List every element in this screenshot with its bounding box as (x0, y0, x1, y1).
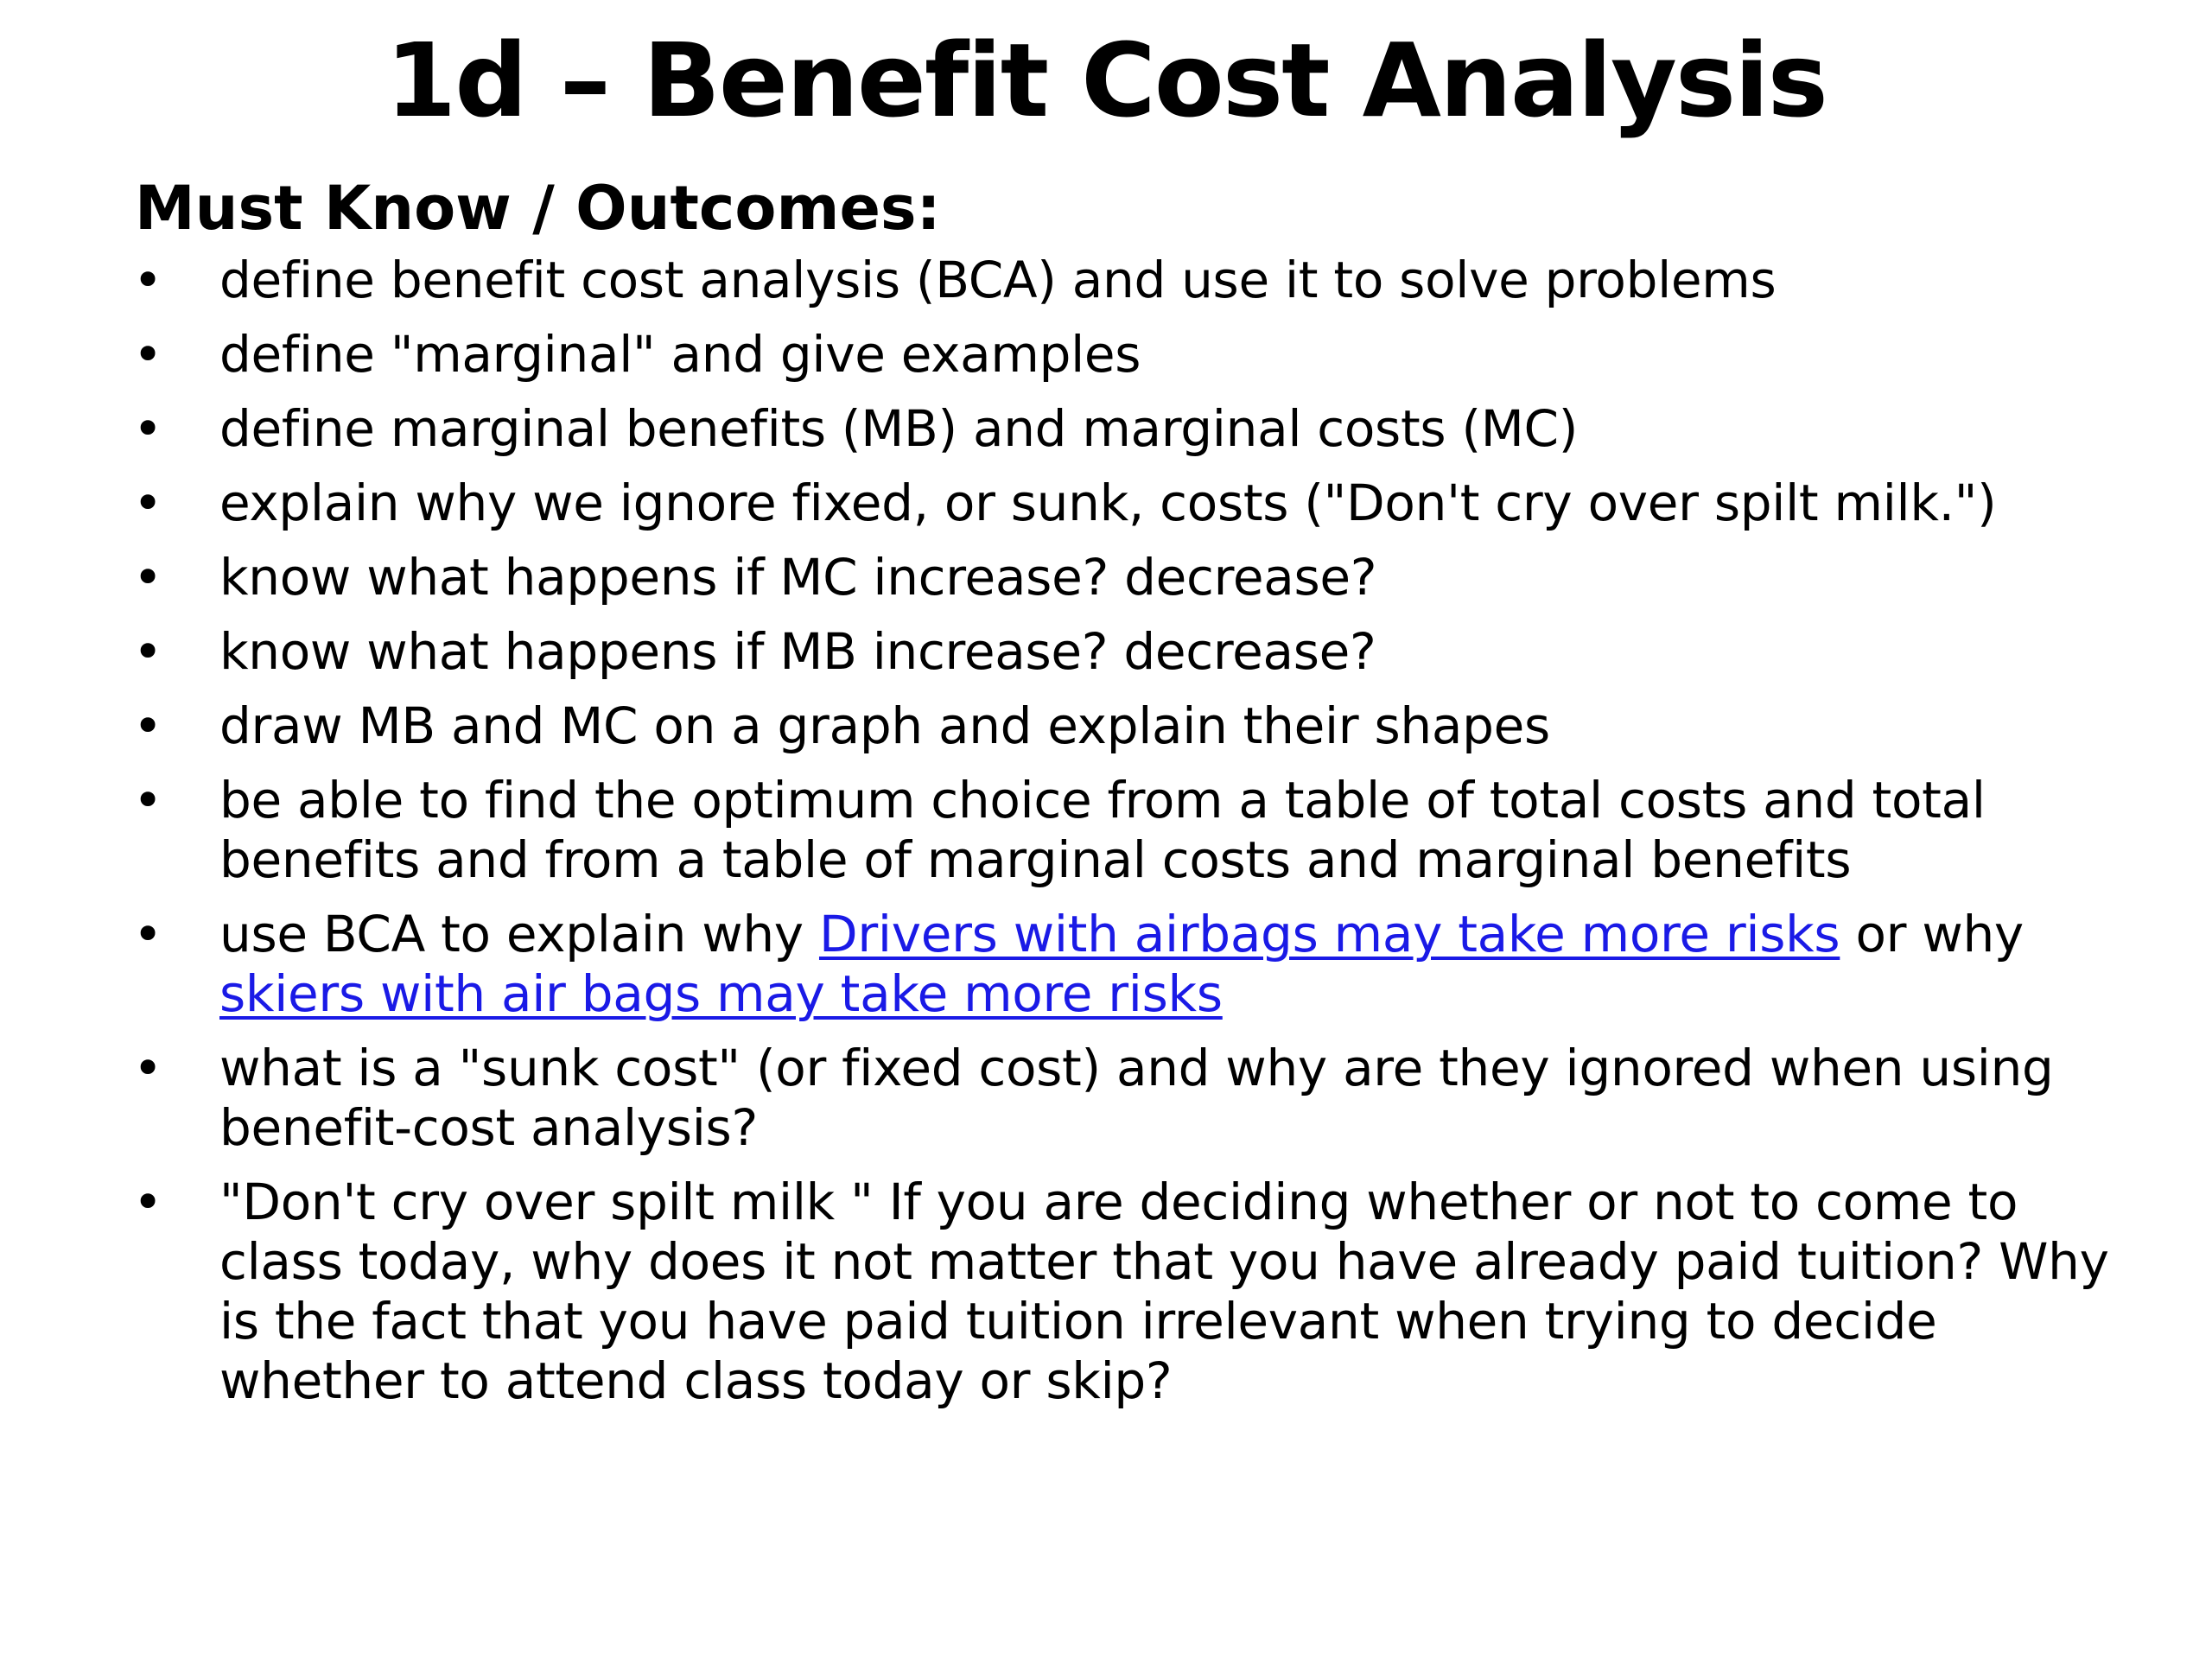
list-item (130, 548, 2117, 607)
list-item-text: be able to find the optimum choice from a table of total costs and total benefits and from a table of marginal costs and marginal benefits (219, 771, 1986, 889)
list-item-text: use BCA to explain why (219, 905, 819, 963)
list-item-text: "Don't cry over spilt milk " If you are deciding whether or not to come to class today, why does it not matter that you have already paid tuition? Why is the fact that you have paid tuition irrelevant when trying to decide whether to attend class today or skip? (219, 1173, 2109, 1410)
list-item-text: know what happens if MB increase? decrease? (219, 622, 1376, 681)
list-item-text: what is a "sunk cost" (or fixed cost) and why are they ignored when using benefit-cost analysis? (219, 1039, 2054, 1157)
list-item-text: define marginal benefits (MB) and marginal costs (MC) (219, 399, 1579, 458)
bullet-icon: • (133, 1173, 162, 1231)
bullet-icon: • (133, 399, 162, 458)
bullet-icon: • (133, 1039, 162, 1097)
outcomes-heading: Must Know / Outcomes: (135, 173, 941, 244)
list-item (130, 1039, 2117, 1158)
slide-title: 1d – Benefit Cost Analysis (385, 21, 1827, 140)
list-item-text: know what happens if MC increase? decrease? (219, 548, 1377, 607)
bullet-icon: • (133, 622, 162, 681)
list-item (130, 251, 2117, 310)
bullet-icon: • (133, 251, 162, 309)
bullet-icon: • (133, 771, 162, 830)
drivers-airbags-link[interactable]: Drivers with airbags may take more risks (818, 905, 1840, 963)
bullet-icon: • (133, 325, 162, 384)
list-item (130, 771, 2117, 890)
list-item-text: define "marginal" and give examples (219, 325, 1141, 384)
list-item (130, 905, 2117, 1024)
bullet-icon: • (133, 548, 162, 607)
list-item (130, 474, 2117, 533)
list-item (130, 399, 2117, 459)
list-item (130, 696, 2117, 756)
bullet-icon: • (133, 474, 162, 532)
bullet-icon: • (133, 696, 162, 755)
outcomes-list (130, 251, 2117, 1426)
list-item-text: or why (1840, 905, 2024, 963)
list-item-text: define benefit cost analysis (BCA) and use it to solve problems (219, 251, 1777, 309)
list-item (130, 622, 2117, 682)
list-item-text: explain why we ignore fixed, or sunk, costs ("Don't cry over spilt milk.") (219, 474, 1997, 532)
skiers-airbags-link[interactable]: skiers with air bags may take more risks (219, 964, 1223, 1023)
list-item (130, 325, 2117, 385)
list-item-text: draw MB and MC on a graph and explain their shapes (219, 696, 1550, 755)
list-item (130, 1173, 2117, 1411)
bullet-icon: • (133, 905, 162, 963)
